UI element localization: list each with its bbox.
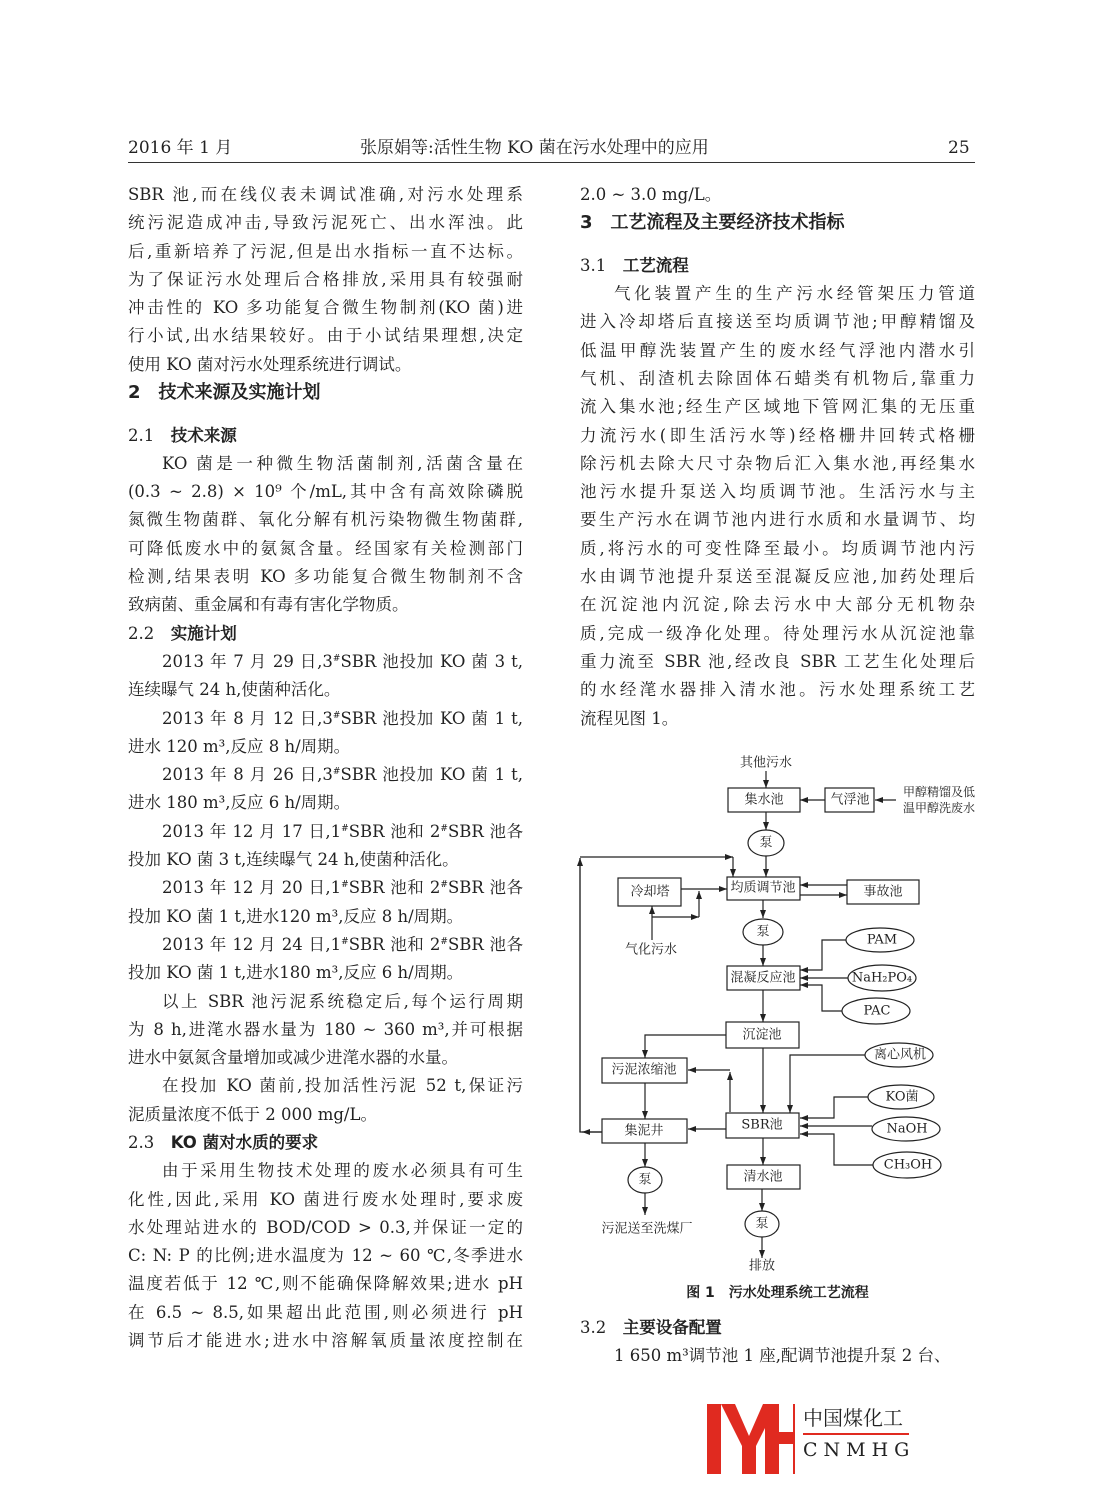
paragraph-line: 后,重新培养了污泥,但是出水指标一直不达标。 — [128, 241, 523, 261]
paragraph-line: 投加 KO 菌 1 t,进水120 m³,反应 8 h/周期。 — [128, 906, 464, 926]
header-date: 2016 年 1 月 — [128, 138, 233, 158]
label-methanol-waste: 甲醇精馏及低 — [902, 785, 976, 799]
paragraph-line: 质,将污水的可变性降至最小。均质调节池内污 — [580, 538, 975, 558]
subsection-title: 工艺流程 — [622, 255, 689, 275]
label-clear-water-tank: 清水池 — [743, 1169, 783, 1185]
paragraph-line: 在 6.5 ~ 8.5,如果超出此范围,则必须进行 pH — [128, 1302, 523, 1322]
label-accident-tank: 事故池 — [863, 884, 903, 900]
paragraph-line: 使用 KO 菌对污水处理系统进行调试。 — [128, 354, 412, 374]
paragraph-line: 冲击性的 KO 多功能复合微生物制剂(KO 菌)进 — [128, 298, 523, 318]
watermark-mark — [707, 1404, 795, 1474]
subsection-title: 实施计划 — [170, 623, 237, 643]
label-discharge: 排放 — [748, 1258, 776, 1274]
paragraph-line: 2.0 ~ 3.0 mg/L。 — [580, 185, 722, 204]
paragraph-line: 以上 SBR 池污泥系统稳定后,每个运行周期 — [162, 991, 523, 1011]
subsection-number: 2.1 — [128, 425, 155, 445]
paragraph-line: 致病菌、重金属和有毒有害化学物质。 — [128, 595, 409, 615]
paragraph-line: 气机、刮渣机去除固体石蜡类有机物后,靠重力 — [580, 368, 975, 388]
paragraph-line: 2013 年 8 月 12 日,3#SBR 池投加 KO 菌 1 t, — [162, 708, 523, 728]
paragraph-line: 投加 KO 菌 1 t,进水180 m³,反应 6 h/周期。 — [128, 963, 464, 983]
paragraph-line: 温度若低于 12 ℃,则不能确保降解效果;进水 pH — [128, 1274, 523, 1294]
label-sludge-thickener: 污泥浓缩池 — [611, 1062, 677, 1078]
watermark-cn-text: 中国煤化工 — [803, 1406, 903, 1430]
paragraph-line: 检测,结果表明 KO 多功能复合微生物制剂不含 — [128, 567, 523, 587]
label-coagulation-tank: 混凝反应池 — [730, 970, 796, 986]
paragraph-line: 2013 年 12 月 17 日,1#SBR 池和 2#SBR 池各 — [162, 821, 523, 841]
paragraph-line: 可降低废水中的氨氮含量。经国家有关检测部门 — [128, 538, 523, 558]
header-page-number: 25 — [948, 138, 970, 158]
label-cooling-tower: 冷却塔 — [630, 884, 670, 900]
paragraph-line: 1 650 m³调节池 1 座,配调节池提升泵 2 台、 — [614, 1346, 951, 1366]
paragraph-line: 统污泥造成冲击,导致污泥死亡、出水浑浊。此 — [128, 213, 523, 233]
section-heading: 3 工艺流程及主要经济技术指标 — [580, 212, 845, 234]
label-pam: PAM — [866, 932, 898, 948]
label-methanol-waste: 温甲醇洗废水 — [902, 801, 976, 815]
paragraph-line: 水处理站进水的 BOD/COD > 0.3,并保证一定的 — [128, 1217, 523, 1237]
figure-caption: 图 1 污水处理系统工艺流程 — [686, 1285, 869, 1301]
label-naoh: NaOH — [886, 1121, 928, 1137]
label-ko-bacteria: KO菌 — [885, 1089, 919, 1105]
paragraph-line: 进水 180 m³,反应 6 h/周期。 — [128, 793, 351, 813]
header-title: 张原娟等:活性生物 KO 菌在污水处理中的应用 — [360, 138, 709, 158]
label-pump: 泵 — [755, 1216, 769, 1232]
paragraph-line: 的水经滗水器排入清水池。污水处理系统工艺 — [580, 680, 975, 700]
paragraph-line: 化性,因此,采用 KO 菌进行废水处理时,要求废 — [128, 1189, 523, 1209]
paragraph-line: SBR 池,而在线仪表未调试准确,对污水处理系 — [128, 185, 523, 204]
subsection-title: KO 菌对水质的要求 — [170, 1133, 319, 1152]
paragraph-line: (0.3 ~ 2.8) × 10⁹ 个/mL,其中含有高效除磷脱 — [128, 482, 523, 502]
paragraph-line: 氮微生物菌群、氧化分解有机污染物微生物菌群, — [128, 510, 523, 530]
paragraph-line: KO 菌是一种微生物活菌制剂,活菌含量在 — [162, 453, 523, 473]
paragraph-line: 低温甲醇洗装置产生的废水经气浮池内潜水引 — [580, 340, 975, 360]
label-equalization-tank: 均质调节池 — [730, 880, 796, 896]
paragraph-line: 在沉淀池内沉淀,除去污水中大部分无机物杂 — [580, 595, 975, 615]
subsection-title: 技术来源 — [170, 425, 237, 445]
paragraph-line: 进水中氨氮含量增加或减少进滗水器的水量。 — [128, 1048, 458, 1068]
flow-arrow — [790, 1055, 865, 1113]
label-sludge-to-plant: 污泥送至洗煤厂 — [601, 1221, 693, 1237]
paragraph-line: 2013 年 12 月 24 日,1#SBR 池和 2#SBR 池各 — [162, 934, 523, 954]
flow-arrow — [800, 940, 846, 970]
paragraph-line: 除污机去除大尺寸杂物后汇入集水池,再经集水 — [580, 453, 975, 473]
watermark-divider — [803, 1433, 909, 1435]
paragraph-line: 在投加 KO 菌前,投加活性污泥 52 t,保证污 — [162, 1076, 523, 1096]
label-nah2po4: NaH₂PO₄ — [851, 970, 913, 986]
label-pump: 泵 — [756, 924, 770, 940]
paragraph-line: 要生产污水在调节池内进行水质和水量调节、均 — [580, 510, 975, 530]
flow-arrow — [800, 1097, 868, 1118]
label-sludge-well: 集泥井 — [624, 1123, 664, 1139]
flow-arrow — [645, 1035, 726, 1058]
paragraph-line: 投加 KO 菌 3 t,连续曝气 24 h,使菌种活化。 — [128, 850, 459, 870]
paragraph-line: 2013 年 8 月 26 日,3#SBR 池投加 KO 菌 1 t, — [162, 765, 523, 785]
flow-arrow — [800, 1134, 873, 1165]
section-heading: 2 技术来源及实施计划 — [128, 382, 321, 404]
paragraph-line: 泥质量浓度不低于 2 000 mg/L。 — [128, 1104, 377, 1124]
paragraph-line: 进入冷却塔后直接送至均质调节池;甲醇精馏及 — [580, 312, 975, 332]
paragraph-line: 行小试,出水结果较好。由于小试结果理想,决定 — [128, 326, 523, 346]
subsection-number: 2.3 — [128, 1133, 155, 1152]
paragraph-line: 连续曝气 24 h,使菌种活化。 — [128, 680, 341, 700]
label-sedimentation-tank: 沉淀池 — [742, 1027, 782, 1043]
section-3-2 — [580, 1314, 975, 1371]
paragraph-line: C: N: P 的比例;进水温度为 12 ~ 60 ℃,冬季进水 — [128, 1246, 523, 1266]
watermark-logo — [705, 1400, 925, 1480]
recycle-line — [580, 858, 602, 1132]
paragraph-line: 进水 120 m³,反应 8 h/周期。 — [128, 736, 351, 756]
paragraph-line: 为了保证污水处理后合格排放,采用具有较强耐 — [128, 269, 523, 289]
paragraph-line: 流入集水池;经生产区域地下管网汇集的无压重 — [580, 397, 975, 417]
paragraph-line: 2013 年 12 月 20 日,1#SBR 池和 2#SBR 池各 — [162, 878, 523, 898]
subsection-number: 3.1 — [580, 255, 607, 275]
paragraph-line: 力流污水(即生活污水等)经格栅井回转式格栅 — [580, 425, 975, 445]
flow-arrow — [800, 985, 842, 1011]
subsection-number: 2.2 — [128, 623, 155, 643]
label-pac: PAC — [863, 1003, 891, 1019]
label-pump: 泵 — [638, 1172, 652, 1188]
label-collection-tank: 集水池 — [744, 792, 784, 808]
paragraph-line: 质,完成一级净化处理。待处理污水从沉淀池靠 — [580, 623, 975, 643]
label-flotation-tank: 气浮池 — [830, 792, 870, 808]
label-ch3oh: CH₃OH — [883, 1157, 933, 1173]
label-sbr-tank: SBR池 — [741, 1117, 783, 1133]
label-pump: 泵 — [759, 835, 773, 851]
paragraph-line: 气化装置产生的生产污水经管架压力管道 — [614, 284, 975, 304]
label-other-wastewater: 其他污水 — [739, 755, 793, 771]
paragraph-line: 为 8 h,进滗水器水量为 180 ~ 360 m³,并可根据 — [128, 1019, 523, 1039]
paragraph-line: 2013 年 7 月 29 日,3#SBR 池投加 KO 菌 3 t, — [162, 651, 523, 671]
paragraph-line: 水由调节池提升泵送至混凝反应池,加药处理后 — [580, 567, 975, 587]
paragraph-line: 重力流至 SBR 池,经改良 SBR 工艺生化处理后 — [580, 651, 975, 671]
paragraph-line: 调节后才能进水;进水中溶解氧质量浓度控制在 — [128, 1331, 523, 1351]
watermark-en-text: CNMHG — [803, 1439, 916, 1461]
label-gasification-wastewater: 气化污水 — [624, 942, 678, 958]
paragraph-line: 池污水提升泵送入均质调节池。生活污水与主 — [580, 482, 975, 502]
paragraph-line: 流程见图 1。 — [580, 708, 679, 728]
section-heading: 3.2 主要设备配置 — [580, 1318, 722, 1337]
label-blower: 离心风机 — [873, 1047, 927, 1063]
paragraph-line: 由于采用生物技术处理的废水必须具有可生 — [162, 1161, 523, 1181]
